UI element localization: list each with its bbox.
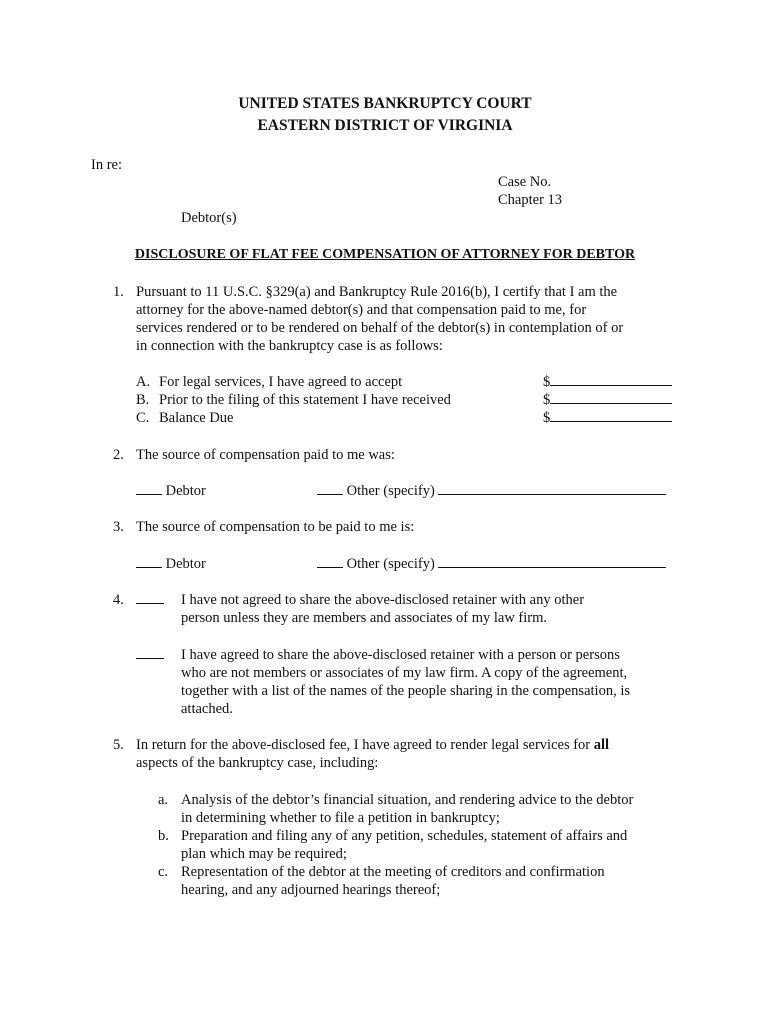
item-4-option-2-line: together with a list of the names of the people sharing in the compensation, is bbox=[181, 683, 630, 699]
case-number-label: Case No. bbox=[498, 174, 552, 190]
item-3-number: 3. bbox=[113, 519, 124, 535]
fee-b-letter: B. bbox=[136, 392, 150, 408]
item-3-other-option[interactable]: Other (specify) bbox=[317, 555, 666, 573]
service-c-line: Representation of the debtor at the meeting of creditors and confirmation bbox=[181, 864, 605, 880]
item-2-debtor-option[interactable]: Debtor bbox=[136, 482, 206, 500]
item-4-option-1-line: person unless they are members and associates of my law firm. bbox=[181, 610, 548, 626]
item-4-option-2-line: who are not members or associates of my law firm. A copy of the agreement, bbox=[181, 665, 628, 681]
debtor-label: Debtor(s) bbox=[181, 210, 237, 226]
item-5-number: 5. bbox=[113, 737, 124, 753]
service-b-letter: b. bbox=[158, 828, 169, 844]
item-3-debtor-option[interactable]: Debtor bbox=[136, 555, 206, 573]
fee-b-label: Prior to the filing of this statement I have received bbox=[159, 392, 451, 408]
currency-symbol: $ bbox=[543, 392, 551, 408]
item-4-option-1-line: I have not agreed to share the above-disclosed retainer with any other bbox=[181, 592, 585, 608]
item-5-line-1: In return for the above-disclosed fee, I have agreed to render legal services for all bbox=[136, 737, 610, 753]
service-a-letter: a. bbox=[158, 792, 169, 808]
currency-symbol: $ bbox=[543, 374, 551, 390]
item-2-text: The source of compensation paid to me was: bbox=[136, 447, 395, 463]
item-1-line: services rendered or to be rendered on behalf of the debtor(s) in contemplation of or bbox=[136, 320, 624, 336]
item-4-option-1-blank[interactable] bbox=[136, 591, 164, 609]
item-4-number: 4. bbox=[113, 592, 124, 608]
item-1-line: attorney for the above-named debtor(s) and that compensation paid to me, for bbox=[136, 302, 587, 318]
fee-a-letter: A. bbox=[136, 374, 151, 390]
item-2-other-option[interactable]: Other (specify) bbox=[317, 482, 666, 500]
item-4-option-2-line: I have agreed to share the above-disclosed retainer with a person or persons bbox=[181, 647, 620, 663]
service-a-line: Analysis of the debtor’s financial situation, and rendering advice to the debtor bbox=[181, 792, 634, 808]
fee-c-letter: C. bbox=[136, 410, 150, 426]
chapter-label: Chapter 13 bbox=[498, 192, 563, 208]
service-a-line: in determining whether to file a petition in bankruptcy; bbox=[181, 810, 500, 826]
item-1-number: 1. bbox=[113, 284, 124, 300]
fee-c-field[interactable] bbox=[543, 409, 672, 427]
document-title: DISCLOSURE OF FLAT FEE COMPENSATION OF ATTORNEY FOR DEBTOR bbox=[134, 247, 636, 262]
currency-symbol: $ bbox=[543, 410, 551, 426]
item-4-option-2-line: attached. bbox=[181, 701, 233, 717]
fee-a-field[interactable] bbox=[543, 373, 672, 391]
item-5-line-2: aspects of the bankruptcy case, including: bbox=[136, 755, 379, 771]
fee-a-label: For legal services, I have agreed to accept bbox=[159, 374, 403, 390]
service-b-line: plan which may be required; bbox=[181, 846, 347, 862]
service-b-line: Preparation and filing any of any petition, schedules, statement of affairs and bbox=[181, 828, 628, 844]
item-4-option-2-blank[interactable] bbox=[136, 646, 164, 664]
item-3-text: The source of compensation to be paid to me is: bbox=[136, 519, 415, 535]
item-1-line: Pursuant to 11 U.S.C. §329(a) and Bankruptcy Rule 2016(b), I certify that I am the bbox=[136, 284, 618, 300]
in-re-label: In re: bbox=[91, 157, 122, 173]
fee-b-field[interactable] bbox=[543, 391, 672, 409]
service-c-letter: c. bbox=[158, 864, 169, 880]
court-district: EASTERN DISTRICT OF VIRGINIA bbox=[257, 117, 513, 134]
service-c-line: hearing, and any adjourned hearings thereof; bbox=[181, 882, 441, 898]
item-1-line: in connection with the bankruptcy case is as follows: bbox=[136, 338, 443, 354]
item-2-number: 2. bbox=[113, 447, 124, 463]
court-name: UNITED STATES BANKRUPTCY COURT bbox=[238, 95, 532, 112]
fee-c-label: Balance Due bbox=[159, 410, 234, 426]
